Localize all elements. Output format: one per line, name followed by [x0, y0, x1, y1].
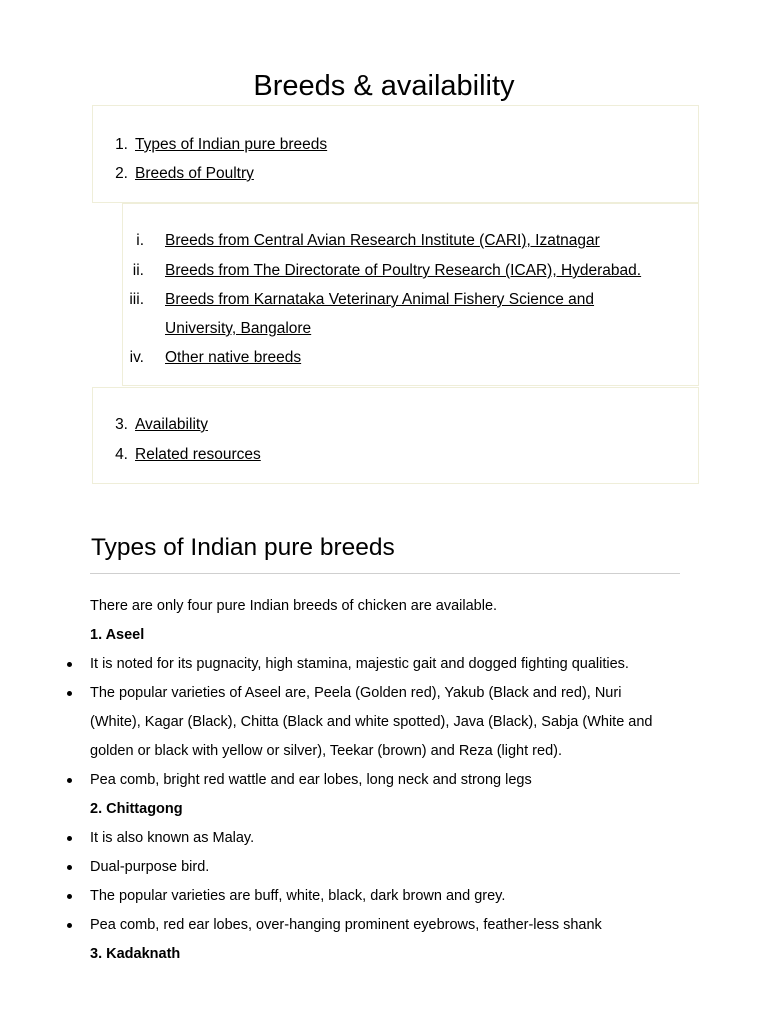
- bullet-icon: [67, 778, 72, 783]
- breed-title-aseel: 1. Aseel: [90, 627, 145, 643]
- breed-title-kadaknath: 3. Kadaknath: [90, 946, 181, 962]
- aseel-bullet-2-line-1: The popular varieties of Aseel are, Peela (Golden red), Yakub (Black and red), Nuri: [90, 685, 622, 701]
- bullet-icon: [67, 894, 72, 899]
- section-heading: Types of Indian pure breeds: [91, 534, 395, 561]
- toc-link-karnataka-breeds[interactable]: Breeds from Karnataka Veterinary Animal Fishery Science and: [165, 291, 595, 308]
- toc-link-karnataka-breeds-cont[interactable]: University, Bangalore: [165, 320, 312, 337]
- toc-item-number: 4.: [115, 446, 128, 463]
- aseel-bullet-3: Pea comb, bright red wattle and ear lobes, long neck and strong legs: [90, 772, 532, 788]
- bullet-icon: [67, 662, 72, 667]
- chittagong-bullet-3: The popular varieties are buff, white, black, dark brown and grey.: [90, 888, 506, 904]
- toc-item-number: iv.: [129, 349, 144, 366]
- chittagong-bullet-2: Dual-purpose bird.: [90, 859, 210, 875]
- bullet-icon: [67, 865, 72, 870]
- toc-item-number: i.: [136, 232, 144, 249]
- toc-item-number: 2.: [115, 165, 128, 182]
- toc-item-number: 3.: [115, 416, 128, 433]
- toc-link-availability[interactable]: Availability: [135, 416, 208, 433]
- toc-link-icar-breeds[interactable]: Breeds from The Directorate of Poultry Research (ICAR), Hyderabad.: [165, 262, 642, 279]
- toc-item-number: ii.: [132, 262, 144, 279]
- toc-link-cari-breeds[interactable]: Breeds from Central Avian Research Institute (CARI), Izatnagar: [165, 232, 600, 249]
- aseel-bullet-1: It is noted for its pugnacity, high stamina, majestic gait and dogged fighting qualities.: [90, 656, 629, 672]
- breed-title-chittagong: 2. Chittagong: [90, 801, 183, 817]
- toc-link-breeds-of-poultry[interactable]: Breeds of Poultry: [135, 165, 254, 182]
- bullet-icon: [67, 691, 72, 696]
- page-title: Breeds & availability: [253, 70, 515, 102]
- section-intro: There are only four pure Indian breeds of chicken are available.: [90, 598, 498, 614]
- toc-link-types-of-indian-pure-breeds[interactable]: Types of Indian pure breeds: [135, 136, 328, 153]
- toc-link-other-native-breeds[interactable]: Other native breeds: [165, 349, 302, 366]
- toc-item-number: iii.: [129, 291, 144, 308]
- toc-item-number: 1.: [115, 136, 128, 153]
- toc-link-related-resources[interactable]: Related resources: [135, 446, 261, 463]
- bullet-icon: [67, 836, 72, 841]
- chittagong-bullet-4: Pea comb, red ear lobes, over-hanging prominent eyebrows, feather-less shank: [90, 917, 602, 933]
- aseel-bullet-2-line-3: golden or black with yellow or silver), Teekar (brown) and Reza (light red).: [90, 743, 562, 759]
- bullet-icon: [67, 923, 72, 928]
- aseel-bullet-2-line-2: (White), Kagar (Black), Chitta (Black and white spotted), Java (Black), Sabja (White and: [90, 714, 653, 730]
- section-divider: [90, 573, 680, 574]
- chittagong-bullet-1: It is also known as Malay.: [90, 830, 255, 846]
